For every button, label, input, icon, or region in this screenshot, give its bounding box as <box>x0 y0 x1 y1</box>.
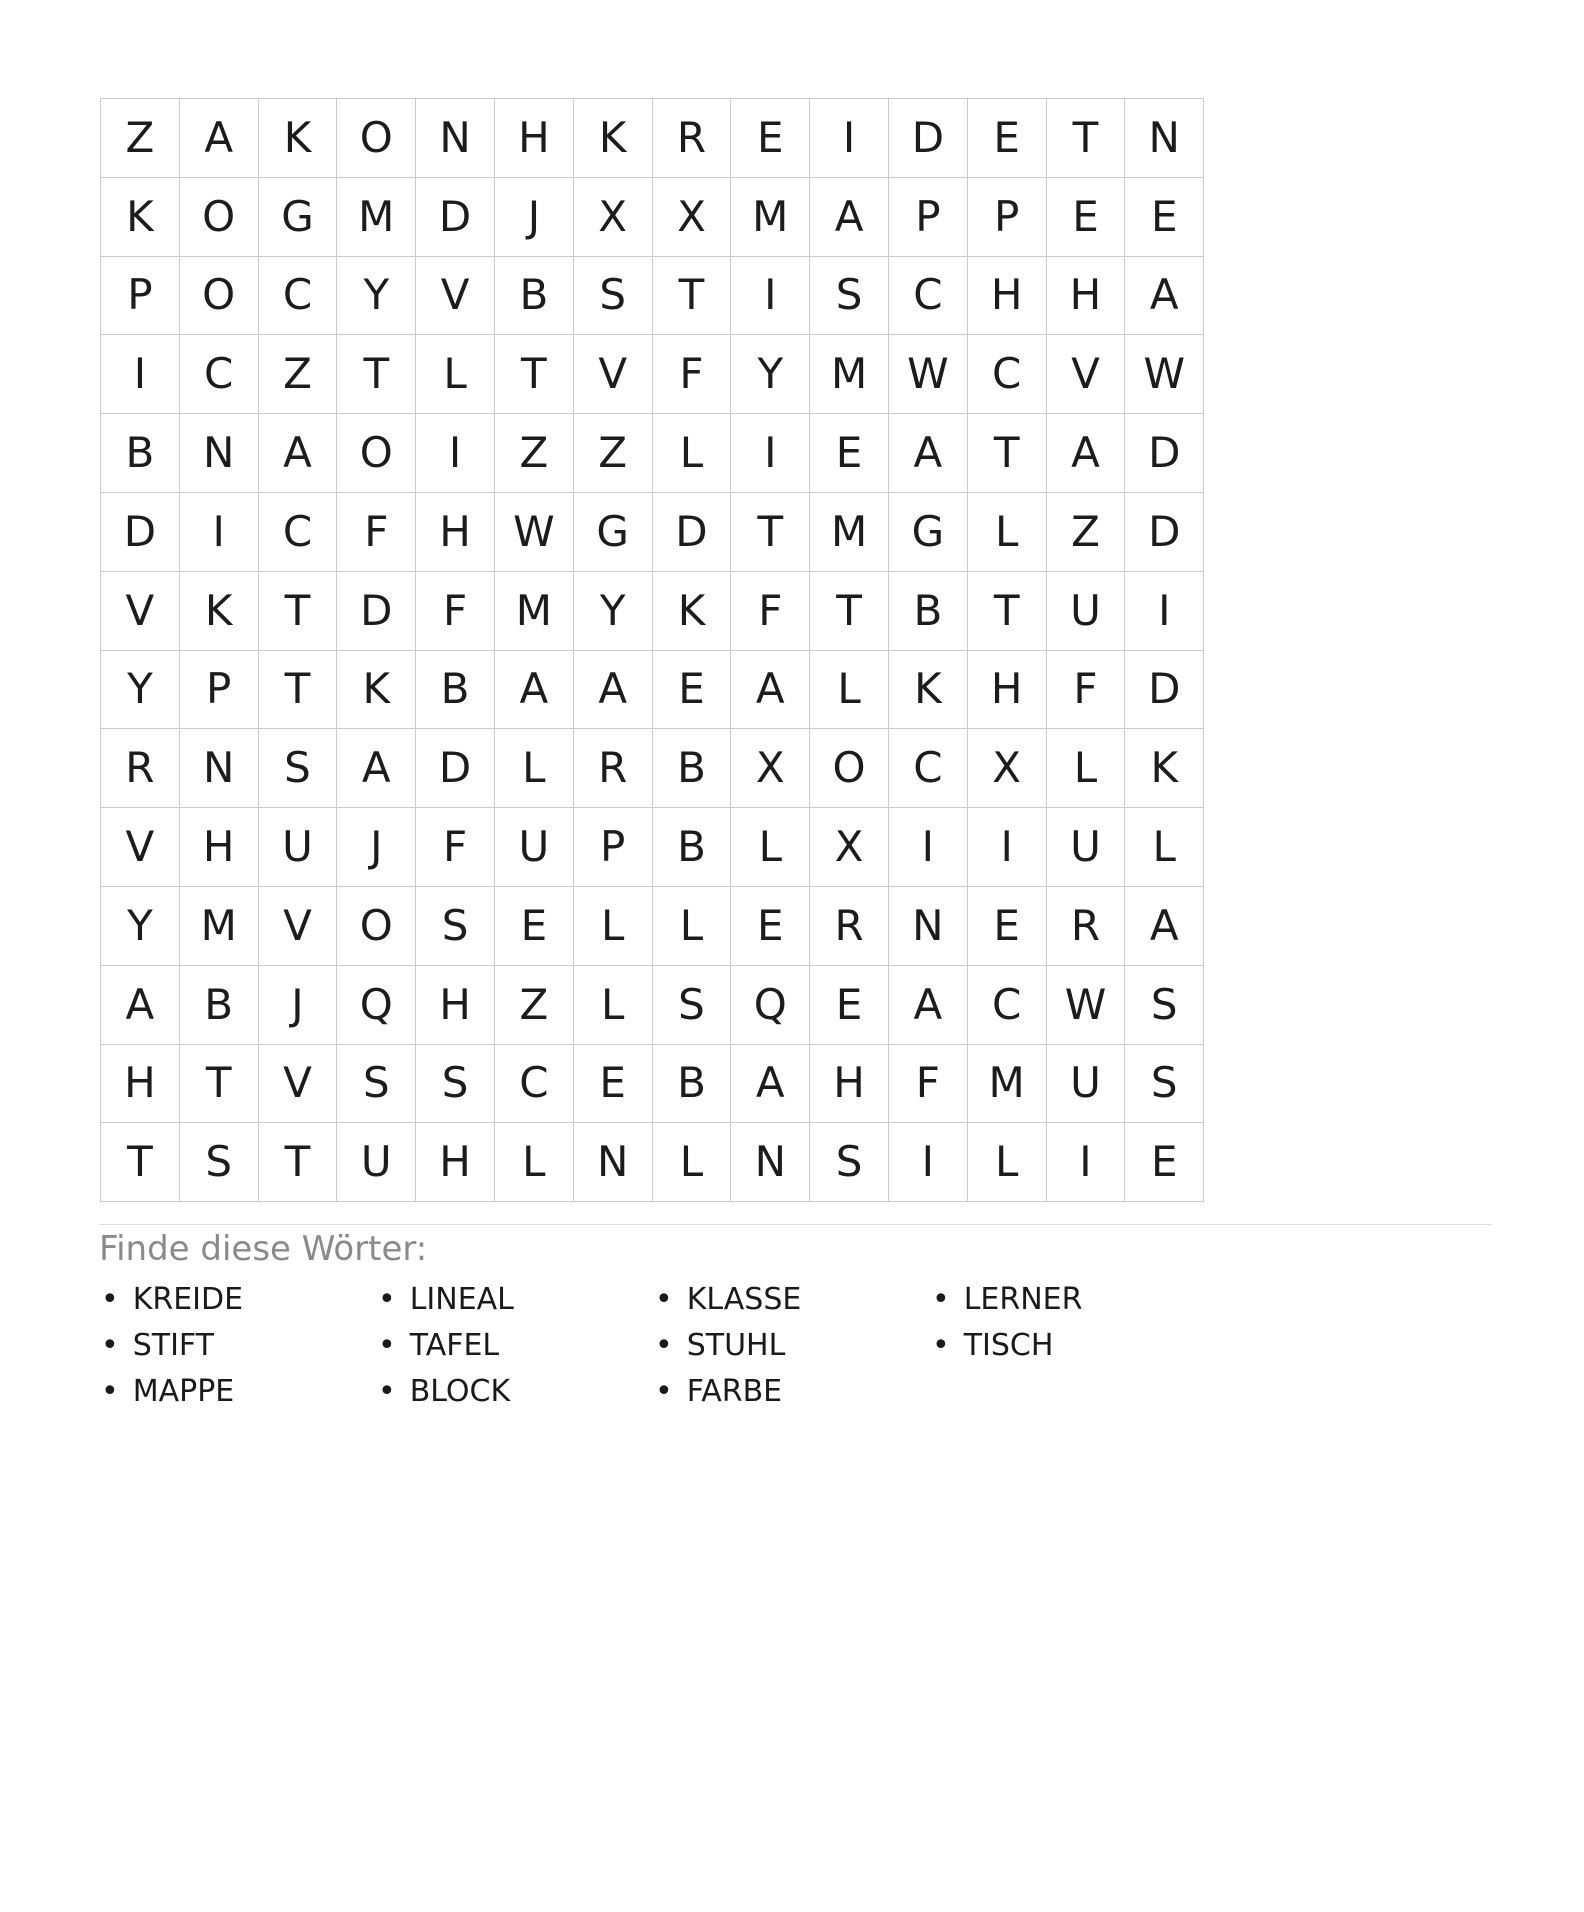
word-label: STIFT <box>132 1327 214 1363</box>
grid-cell[interactable]: S <box>416 1045 495 1124</box>
grid-cell[interactable]: H <box>1047 257 1126 336</box>
grid-cell[interactable]: N <box>1125 99 1204 178</box>
word-list-item <box>101 1328 378 1363</box>
grid-cell[interactable]: M <box>968 1045 1047 1124</box>
grid-cell[interactable]: Y <box>337 257 416 336</box>
grid-cell[interactable]: E <box>574 1045 653 1124</box>
word-list-item <box>378 1328 655 1363</box>
grid-cell[interactable]: L <box>810 651 889 730</box>
grid-cell[interactable]: S <box>337 1045 416 1124</box>
word-label: LERNER <box>963 1281 1083 1317</box>
word-list <box>101 1276 1281 1414</box>
grid-cell[interactable]: B <box>416 651 495 730</box>
grid-cell[interactable]: G <box>889 493 968 572</box>
grid-cell[interactable]: A <box>1125 257 1204 336</box>
grid-cell[interactable]: B <box>889 572 968 651</box>
grid-cell[interactable]: N <box>416 99 495 178</box>
grid-cell[interactable]: S <box>810 257 889 336</box>
grid-cell[interactable]: C <box>889 729 968 808</box>
grid-cell[interactable]: X <box>574 178 653 257</box>
grid-cell[interactable]: D <box>1125 651 1204 730</box>
grid-cell[interactable]: E <box>810 414 889 493</box>
grid-cell[interactable]: U <box>1047 808 1126 887</box>
bullet-icon: • <box>655 1327 673 1363</box>
grid-cell[interactable]: P <box>180 651 259 730</box>
grid-cell[interactable]: A <box>889 966 968 1045</box>
grid-cell[interactable]: R <box>653 99 732 178</box>
word-label: STUHL <box>686 1327 786 1363</box>
grid-cell[interactable]: H <box>416 1123 495 1202</box>
grid-cell[interactable]: C <box>889 257 968 336</box>
grid-cell[interactable]: O <box>337 414 416 493</box>
word-label: LINEAL <box>409 1281 514 1317</box>
word-label: TAFEL <box>409 1327 500 1363</box>
bullet-icon: • <box>101 1327 119 1363</box>
grid-cell[interactable]: T <box>1047 99 1126 178</box>
grid-cell[interactable]: U <box>495 808 574 887</box>
grid-cell[interactable]: T <box>810 572 889 651</box>
grid-cell[interactable]: L <box>495 1123 574 1202</box>
grid-cell[interactable]: S <box>1125 966 1204 1045</box>
grid-cell[interactable]: T <box>653 257 732 336</box>
grid-cell[interactable]: S <box>180 1123 259 1202</box>
bullet-icon: • <box>101 1373 119 1409</box>
grid-cell[interactable]: C <box>259 257 338 336</box>
grid-cell[interactable]: B <box>653 808 732 887</box>
bullet-icon: • <box>101 1281 119 1317</box>
word-label: KREIDE <box>132 1281 244 1317</box>
grid-cell[interactable]: Y <box>731 335 810 414</box>
grid-cell[interactable]: K <box>653 572 732 651</box>
grid-cell[interactable]: N <box>180 414 259 493</box>
divider-line <box>99 1224 1491 1225</box>
grid-cell[interactable]: E <box>495 887 574 966</box>
word-list-item <box>932 1282 1209 1317</box>
grid-cell[interactable]: A <box>180 99 259 178</box>
grid-cell[interactable]: F <box>337 493 416 572</box>
grid-cell[interactable]: K <box>889 651 968 730</box>
grid-cell[interactable]: I <box>889 1123 968 1202</box>
grid-cell[interactable]: B <box>653 1045 732 1124</box>
word-label: KLASSE <box>686 1281 802 1317</box>
bullet-icon: • <box>378 1327 396 1363</box>
grid-cell[interactable]: D <box>653 493 732 572</box>
grid-cell[interactable]: A <box>259 414 338 493</box>
grid-cell[interactable]: K <box>337 651 416 730</box>
grid-cell[interactable]: R <box>574 729 653 808</box>
grid-cell[interactable]: I <box>101 335 180 414</box>
grid-cell[interactable]: L <box>1047 729 1126 808</box>
grid-cell[interactable]: L <box>653 1123 732 1202</box>
grid-cell[interactable]: I <box>731 414 810 493</box>
word-list-item <box>655 1374 932 1409</box>
grid-cell[interactable]: S <box>416 887 495 966</box>
grid-cell[interactable]: H <box>968 651 1047 730</box>
grid-cell[interactable]: L <box>416 335 495 414</box>
grid-cell[interactable]: H <box>495 99 574 178</box>
grid-cell[interactable]: A <box>1125 887 1204 966</box>
grid-cell[interactable]: I <box>416 414 495 493</box>
grid-cell[interactable]: D <box>337 572 416 651</box>
grid-cell[interactable]: C <box>495 1045 574 1124</box>
grid-cell[interactable]: M <box>180 887 259 966</box>
grid-cell[interactable]: T <box>968 572 1047 651</box>
grid-cell[interactable]: O <box>180 178 259 257</box>
grid-cell[interactable]: T <box>495 335 574 414</box>
grid-cell[interactable]: E <box>968 99 1047 178</box>
grid-cell[interactable]: M <box>495 572 574 651</box>
grid-cell[interactable]: H <box>416 493 495 572</box>
grid-cell[interactable]: I <box>180 493 259 572</box>
word-list-item <box>101 1374 378 1409</box>
grid-cell[interactable]: C <box>180 335 259 414</box>
word-label: BLOCK <box>409 1373 511 1409</box>
grid-cell[interactable]: X <box>968 729 1047 808</box>
grid-cell[interactable]: A <box>101 966 180 1045</box>
grid-cell[interactable]: N <box>574 1123 653 1202</box>
grid-cell[interactable]: L <box>574 966 653 1045</box>
grid-cell[interactable]: V <box>101 572 180 651</box>
grid-cell[interactable]: Z <box>101 99 180 178</box>
word-list-item <box>378 1282 655 1317</box>
grid-cell[interactable]: O <box>337 887 416 966</box>
grid-cell[interactable]: A <box>810 178 889 257</box>
grid-cell[interactable]: T <box>337 335 416 414</box>
grid-cell[interactable]: V <box>259 1045 338 1124</box>
grid-cell[interactable]: W <box>889 335 968 414</box>
grid-cell[interactable]: A <box>731 651 810 730</box>
grid-cell[interactable]: G <box>259 178 338 257</box>
bullet-icon: • <box>378 1373 396 1409</box>
grid-cell[interactable]: W <box>1125 335 1204 414</box>
grid-cell[interactable]: E <box>810 966 889 1045</box>
grid-cell[interactable]: E <box>653 651 732 730</box>
grid-cell[interactable]: D <box>416 729 495 808</box>
grid-cell[interactable]: P <box>968 178 1047 257</box>
bullet-icon: • <box>378 1281 396 1317</box>
grid-cell[interactable]: X <box>653 178 732 257</box>
grid-cell[interactable]: K <box>101 178 180 257</box>
grid-cell[interactable]: U <box>259 808 338 887</box>
bullet-icon: • <box>655 1281 673 1317</box>
grid-cell[interactable]: C <box>968 335 1047 414</box>
grid-cell[interactable]: X <box>810 808 889 887</box>
grid-cell[interactable]: R <box>1047 887 1126 966</box>
grid-cell[interactable]: L <box>1125 808 1204 887</box>
grid-cell[interactable]: J <box>337 808 416 887</box>
grid-cell[interactable]: Z <box>495 966 574 1045</box>
grid-cell[interactable]: D <box>889 99 968 178</box>
grid-cell[interactable]: P <box>574 808 653 887</box>
word-label: TISCH <box>963 1327 1054 1363</box>
grid-cell[interactable]: F <box>416 572 495 651</box>
grid-cell[interactable]: M <box>337 178 416 257</box>
grid-cell[interactable]: H <box>180 808 259 887</box>
grid-cell[interactable]: T <box>101 1123 180 1202</box>
grid-cell[interactable]: T <box>259 572 338 651</box>
grid-cell[interactable]: R <box>810 887 889 966</box>
word-list-item <box>655 1328 932 1363</box>
word-label: FARBE <box>686 1373 783 1409</box>
grid-cell[interactable]: M <box>731 178 810 257</box>
grid-cell[interactable]: H <box>416 966 495 1045</box>
word-list-heading: Finde diese Wörter: <box>99 1229 428 1269</box>
grid-cell[interactable]: A <box>1047 414 1126 493</box>
grid-cell[interactable]: M <box>810 335 889 414</box>
grid-cell[interactable]: F <box>889 1045 968 1124</box>
grid-cell[interactable]: L <box>653 414 732 493</box>
grid-cell[interactable]: L <box>968 493 1047 572</box>
grid-cell[interactable]: L <box>574 887 653 966</box>
grid-cell[interactable]: Z <box>495 414 574 493</box>
grid-cell[interactable]: R <box>101 729 180 808</box>
grid-cell[interactable]: G <box>574 493 653 572</box>
grid-cell[interactable]: E <box>1125 1123 1204 1202</box>
grid-cell[interactable]: L <box>968 1123 1047 1202</box>
grid-cell[interactable]: I <box>889 808 968 887</box>
grid-cell[interactable]: T <box>731 493 810 572</box>
word-list-item <box>378 1374 655 1409</box>
grid-cell[interactable]: Z <box>574 414 653 493</box>
grid-cell[interactable]: A <box>731 1045 810 1124</box>
grid-cell[interactable]: N <box>731 1123 810 1202</box>
grid-cell[interactable]: T <box>968 414 1047 493</box>
grid-cell[interactable]: V <box>1047 335 1126 414</box>
grid-cell[interactable]: F <box>653 335 732 414</box>
grid-cell[interactable]: V <box>101 808 180 887</box>
bullet-icon: • <box>655 1373 673 1409</box>
grid-cell[interactable]: S <box>574 257 653 336</box>
grid-cell[interactable]: D <box>1125 414 1204 493</box>
grid-cell[interactable]: F <box>1047 651 1126 730</box>
grid-cell[interactable]: A <box>495 651 574 730</box>
grid-cell[interactable]: N <box>180 729 259 808</box>
grid-cell[interactable]: V <box>259 887 338 966</box>
grid-cell[interactable]: T <box>259 1123 338 1202</box>
word-list-item <box>932 1328 1209 1363</box>
grid-cell[interactable]: T <box>180 1045 259 1124</box>
grid-cell[interactable]: V <box>416 257 495 336</box>
grid-cell[interactable]: N <box>889 887 968 966</box>
grid-cell[interactable]: Q <box>337 966 416 1045</box>
grid-cell[interactable]: S <box>259 729 338 808</box>
grid-cell[interactable]: U <box>1047 572 1126 651</box>
grid-cell[interactable]: U <box>1047 1045 1126 1124</box>
word-list-item <box>655 1282 932 1317</box>
word-list-item <box>101 1282 378 1317</box>
grid-cell[interactable]: P <box>889 178 968 257</box>
grid-cell[interactable]: Y <box>101 887 180 966</box>
grid-cell[interactable]: O <box>337 99 416 178</box>
grid-cell[interactable]: I <box>1125 572 1204 651</box>
grid-cell[interactable]: B <box>180 966 259 1045</box>
grid-cell[interactable]: Z <box>259 335 338 414</box>
word-label: MAPPE <box>132 1373 235 1409</box>
grid-cell[interactable]: Y <box>574 572 653 651</box>
grid-cell[interactable]: L <box>653 887 732 966</box>
grid-cell[interactable]: D <box>1125 493 1204 572</box>
grid-cell[interactable]: P <box>101 257 180 336</box>
grid-cell[interactable]: I <box>968 808 1047 887</box>
grid-cell[interactable]: A <box>574 651 653 730</box>
grid-cell[interactable]: E <box>1047 178 1126 257</box>
grid-cell[interactable]: E <box>731 887 810 966</box>
grid-cell[interactable]: K <box>259 99 338 178</box>
grid-cell[interactable]: F <box>731 572 810 651</box>
grid-cell[interactable]: B <box>495 257 574 336</box>
grid-cell[interactable]: L <box>495 729 574 808</box>
grid-cell[interactable]: Y <box>101 651 180 730</box>
bullet-icon: • <box>932 1281 950 1317</box>
grid-cell[interactable]: A <box>889 414 968 493</box>
grid-cell[interactable]: B <box>101 414 180 493</box>
grid-cell[interactable]: S <box>810 1123 889 1202</box>
grid-cell[interactable]: O <box>810 729 889 808</box>
word-search-grid <box>100 98 1204 1202</box>
grid-cell[interactable]: E <box>731 99 810 178</box>
grid-cell[interactable]: X <box>731 729 810 808</box>
grid-cell[interactable]: I <box>1047 1123 1126 1202</box>
grid-cell[interactable]: C <box>968 966 1047 1045</box>
grid-cell[interactable]: H <box>968 257 1047 336</box>
grid-cell[interactable]: S <box>653 966 732 1045</box>
grid-cell[interactable]: K <box>1125 729 1204 808</box>
grid-cell[interactable]: H <box>810 1045 889 1124</box>
grid-cell[interactable]: U <box>337 1123 416 1202</box>
grid-cell[interactable]: W <box>1047 966 1126 1045</box>
grid-cell[interactable]: Z <box>1047 493 1126 572</box>
grid-cell[interactable]: V <box>574 335 653 414</box>
grid-cell[interactable]: O <box>180 257 259 336</box>
grid-cell[interactable]: D <box>101 493 180 572</box>
grid-cell[interactable]: I <box>731 257 810 336</box>
grid-cell[interactable]: A <box>337 729 416 808</box>
grid-cell[interactable]: C <box>259 493 338 572</box>
grid-cell[interactable]: E <box>968 887 1047 966</box>
grid-cell[interactable]: M <box>810 493 889 572</box>
grid-cell[interactable]: K <box>574 99 653 178</box>
grid-cell[interactable]: I <box>810 99 889 178</box>
bullet-icon: • <box>932 1327 950 1363</box>
grid-cell[interactable]: H <box>101 1045 180 1124</box>
grid-cell[interactable]: F <box>416 808 495 887</box>
grid-cell[interactable]: J <box>495 178 574 257</box>
grid-cell[interactable]: L <box>731 808 810 887</box>
grid-cell[interactable]: Q <box>731 966 810 1045</box>
grid-cell[interactable]: E <box>1125 178 1204 257</box>
grid-cell[interactable]: S <box>1125 1045 1204 1124</box>
grid-cell[interactable]: K <box>180 572 259 651</box>
grid-cell[interactable]: J <box>259 966 338 1045</box>
grid-cell[interactable]: W <box>495 493 574 572</box>
grid-cell[interactable]: B <box>653 729 732 808</box>
grid-cell[interactable]: T <box>259 651 338 730</box>
grid-cell[interactable]: D <box>416 178 495 257</box>
